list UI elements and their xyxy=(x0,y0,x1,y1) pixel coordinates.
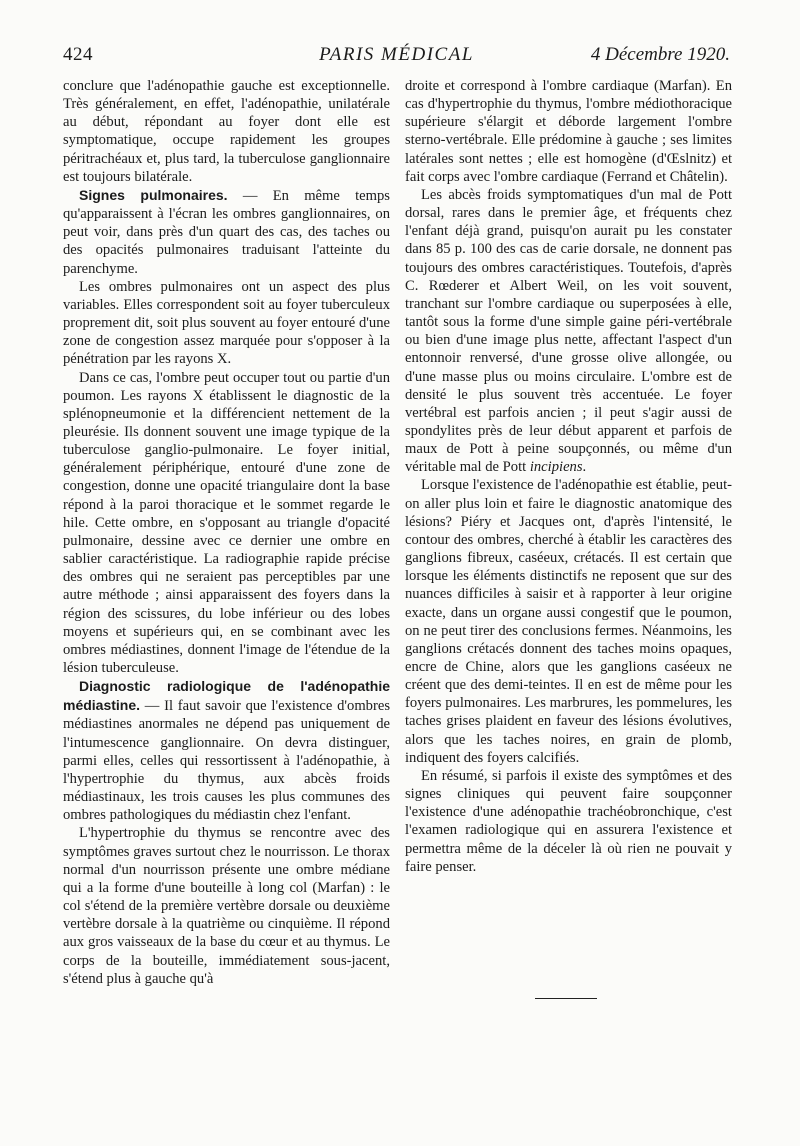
section-end-rule xyxy=(535,998,597,999)
section-heading: Diagnostic radiologique de l'adénopathie médiastine. xyxy=(63,678,390,714)
section-heading: Signes pulmonaires. xyxy=(79,186,228,203)
issue-date: 4 Décembre 1920. xyxy=(590,44,730,65)
paragraph: Les abcès froids symptomatiques d'un mal de Pott dorsal, rares dans le premier âge, et fréquents chez l'enfant déjà grand, puisqu'on aurait pu les constater dans 85 p. 100 des cas de carie dorsale, ne donnent pas toujours des ombres caractéristiques. Toutefois, d'après C. Rœderer et Albert Weil, on les voit souvent, tranchant sur l'ombre cardiaque ou superposées à elle, tantôt sous la forme d'une simple gaine péri-vertébrale ou bien d'une image plus nette, affectant l'aspect d'un entonnoir renversé, d'une grosse olive allongée, ou d'une masse plus ou moins circulaire. L'ombre est de densité le plus souvent très accentuée. Le foyer vertébral est parfois ancien ; il peut s'agir aussi de spondylites près de leur début apparent et parfois de maux de Pott à peine soupçonnés, ou même d'un véritable mal de Pott incipiens. xyxy=(405,186,732,476)
paragraph: Signes pulmonaires. — En même temps qu'apparaissent à l'écran les ombres ganglionnaires, on peut voir, dans près d'un quart des cas, des taches ou des opacités pulmonaires traduisant l'atteinte du parenchyme. xyxy=(63,186,390,277)
paragraph: En résumé, si parfois il existe des symptômes et des signes cliniques qui peuvent faire soupçonner l'existence d'une adénopathie trachéobronchique, c'est l'examen radiologique qui en assurera l'existence et permettra même de la déceler là où rien ne pouvait y faire penser. xyxy=(405,767,732,875)
paragraph: L'hypertrophie du thymus se rencontre avec des symptômes graves surtout chez le nourrisson. Le thorax normal d'un nourrisson présente une ombre médiane qui a la forme d'une bouteille à long col (Marfan) : le col s'étend de la première vertèbre dorsale ou deuxième vertèbre dorsale à la quatrième ou cinquième. Il répond aux gros vaisseaux de la base du cœur et au thymus. Le corps de la bouteille, immédiatement sous-jacent, s'étend plus à gauche qu'à xyxy=(63,825,390,987)
paragraph: Dans ce cas, l'ombre peut occuper tout ou partie d'un poumon. Les rayons X établissent le diagnostic de la splénopneumonie et la différencient nettement de la pleurésie. Ils donnent souvent une image typique de la tuberculose ganglio-pulmonaire. Le foyer initial, généralement périphérique, entouré d'une zone de congestion, donne une opacité triangulaire dont la base répond à la paroi thoracique et le sommet regarde le hile. Cette ombre, en s'opposant au triangle d'opacité pulmonaire, dessine avec ce dernier une ombre en sablier caractéristique. La radiographie rapide précise des ombres qui ne seraient pas perceptibles par une autre méthode ; ainsi apparaissent des foyers dans la région des scissures, du lobe inférieur ou des lobes moyens et supérieurs qui, en se combinant avec les ombres médiastines, donnent l'image de l'étendue de la lésion tuberculeuse. xyxy=(63,369,390,676)
paragraph: Diagnostic radiologique de l'adénopathie médiastine. — Il faut savoir que l'existence d'ombres médiastines anormales ne dépend pas uniquement de l'intumescence ganglionnaire. On devra distinguer, parmi elles, celles qui ressortissent à l'adénopathie, à l'hypertrophie du thymus, aux abcès froids médiastinaux, les trois causes les plus communes des ombres pathologiques du médiastin chez l'enfant. xyxy=(63,678,390,824)
page-number: 424 xyxy=(63,44,93,65)
paragraph: Les ombres pulmonaires ont un aspect des plus variables. Elles correspondent soit au foyer tuberculeux proprement dit, soit plus souvent au foyer entouré d'une zone de congestion assez marquée pour s'opposer à la pénétration par les rayons X. xyxy=(63,278,390,368)
paragraph: Lorsque l'existence de l'adénopathie est établie, peut-on aller plus loin et faire le diagnostic anatomique des lésions? Piéry et Jacques ont, d'après l'intensité, le contour des ombres, cherché à établir les caractères des ganglions fibreux, caséeux, crétacés. Il est certain que lorsque les éléments distinctifs ne reposent que sur des nuances difficiles à saisir et à rapporter à leur origine exacte, dans un organe aussi congestif que le poumon, on ne peut tirer des conclusions fermes. Néanmoins, les ganglions crétacés donnent des taches moins opaques, encre de Chine, alors que les ganglions caséeux ne créent que des demi-teintes. Il en est de même pour les foyers pulmonaires. Les marbrures, les pommelures, les taches grises plaident en faveur des lésions évolutives, alors que les taches noires, en grain de plomb, indiquent des foyers calcifiés. xyxy=(405,477,732,766)
left-column xyxy=(63,77,390,988)
journal-title: PARIS MÉDICAL xyxy=(319,44,474,65)
emphasis: incipiens xyxy=(529,459,583,476)
paragraph: droite et correspond à l'ombre cardiaque (Marfan). En cas d'hypertrophie du thymus, l'ombre médiothoracique supérieure s'élargit et déborde largement l'ombre sterno-vertébrale. Elle prédomine à gauche ; ses limites latérales sont nettes ; elle est homogène (d'Œslnitz) et fait corps avec l'ombre cardiaque (Ferrand et Châtelin). xyxy=(405,78,732,185)
paragraph: conclure que l'adénopathie gauche est exceptionnelle. Très généralement, en effet, l'adénopathie, unilatérale au début, répondant au foyer dont elle est symptomatique, occupe rapidement les groupes péritrachéaux et, plus tard, la tuberculose ganglionnaire est toujours bilatérale. xyxy=(63,78,390,185)
page-header xyxy=(63,44,730,72)
right-column xyxy=(405,77,732,876)
